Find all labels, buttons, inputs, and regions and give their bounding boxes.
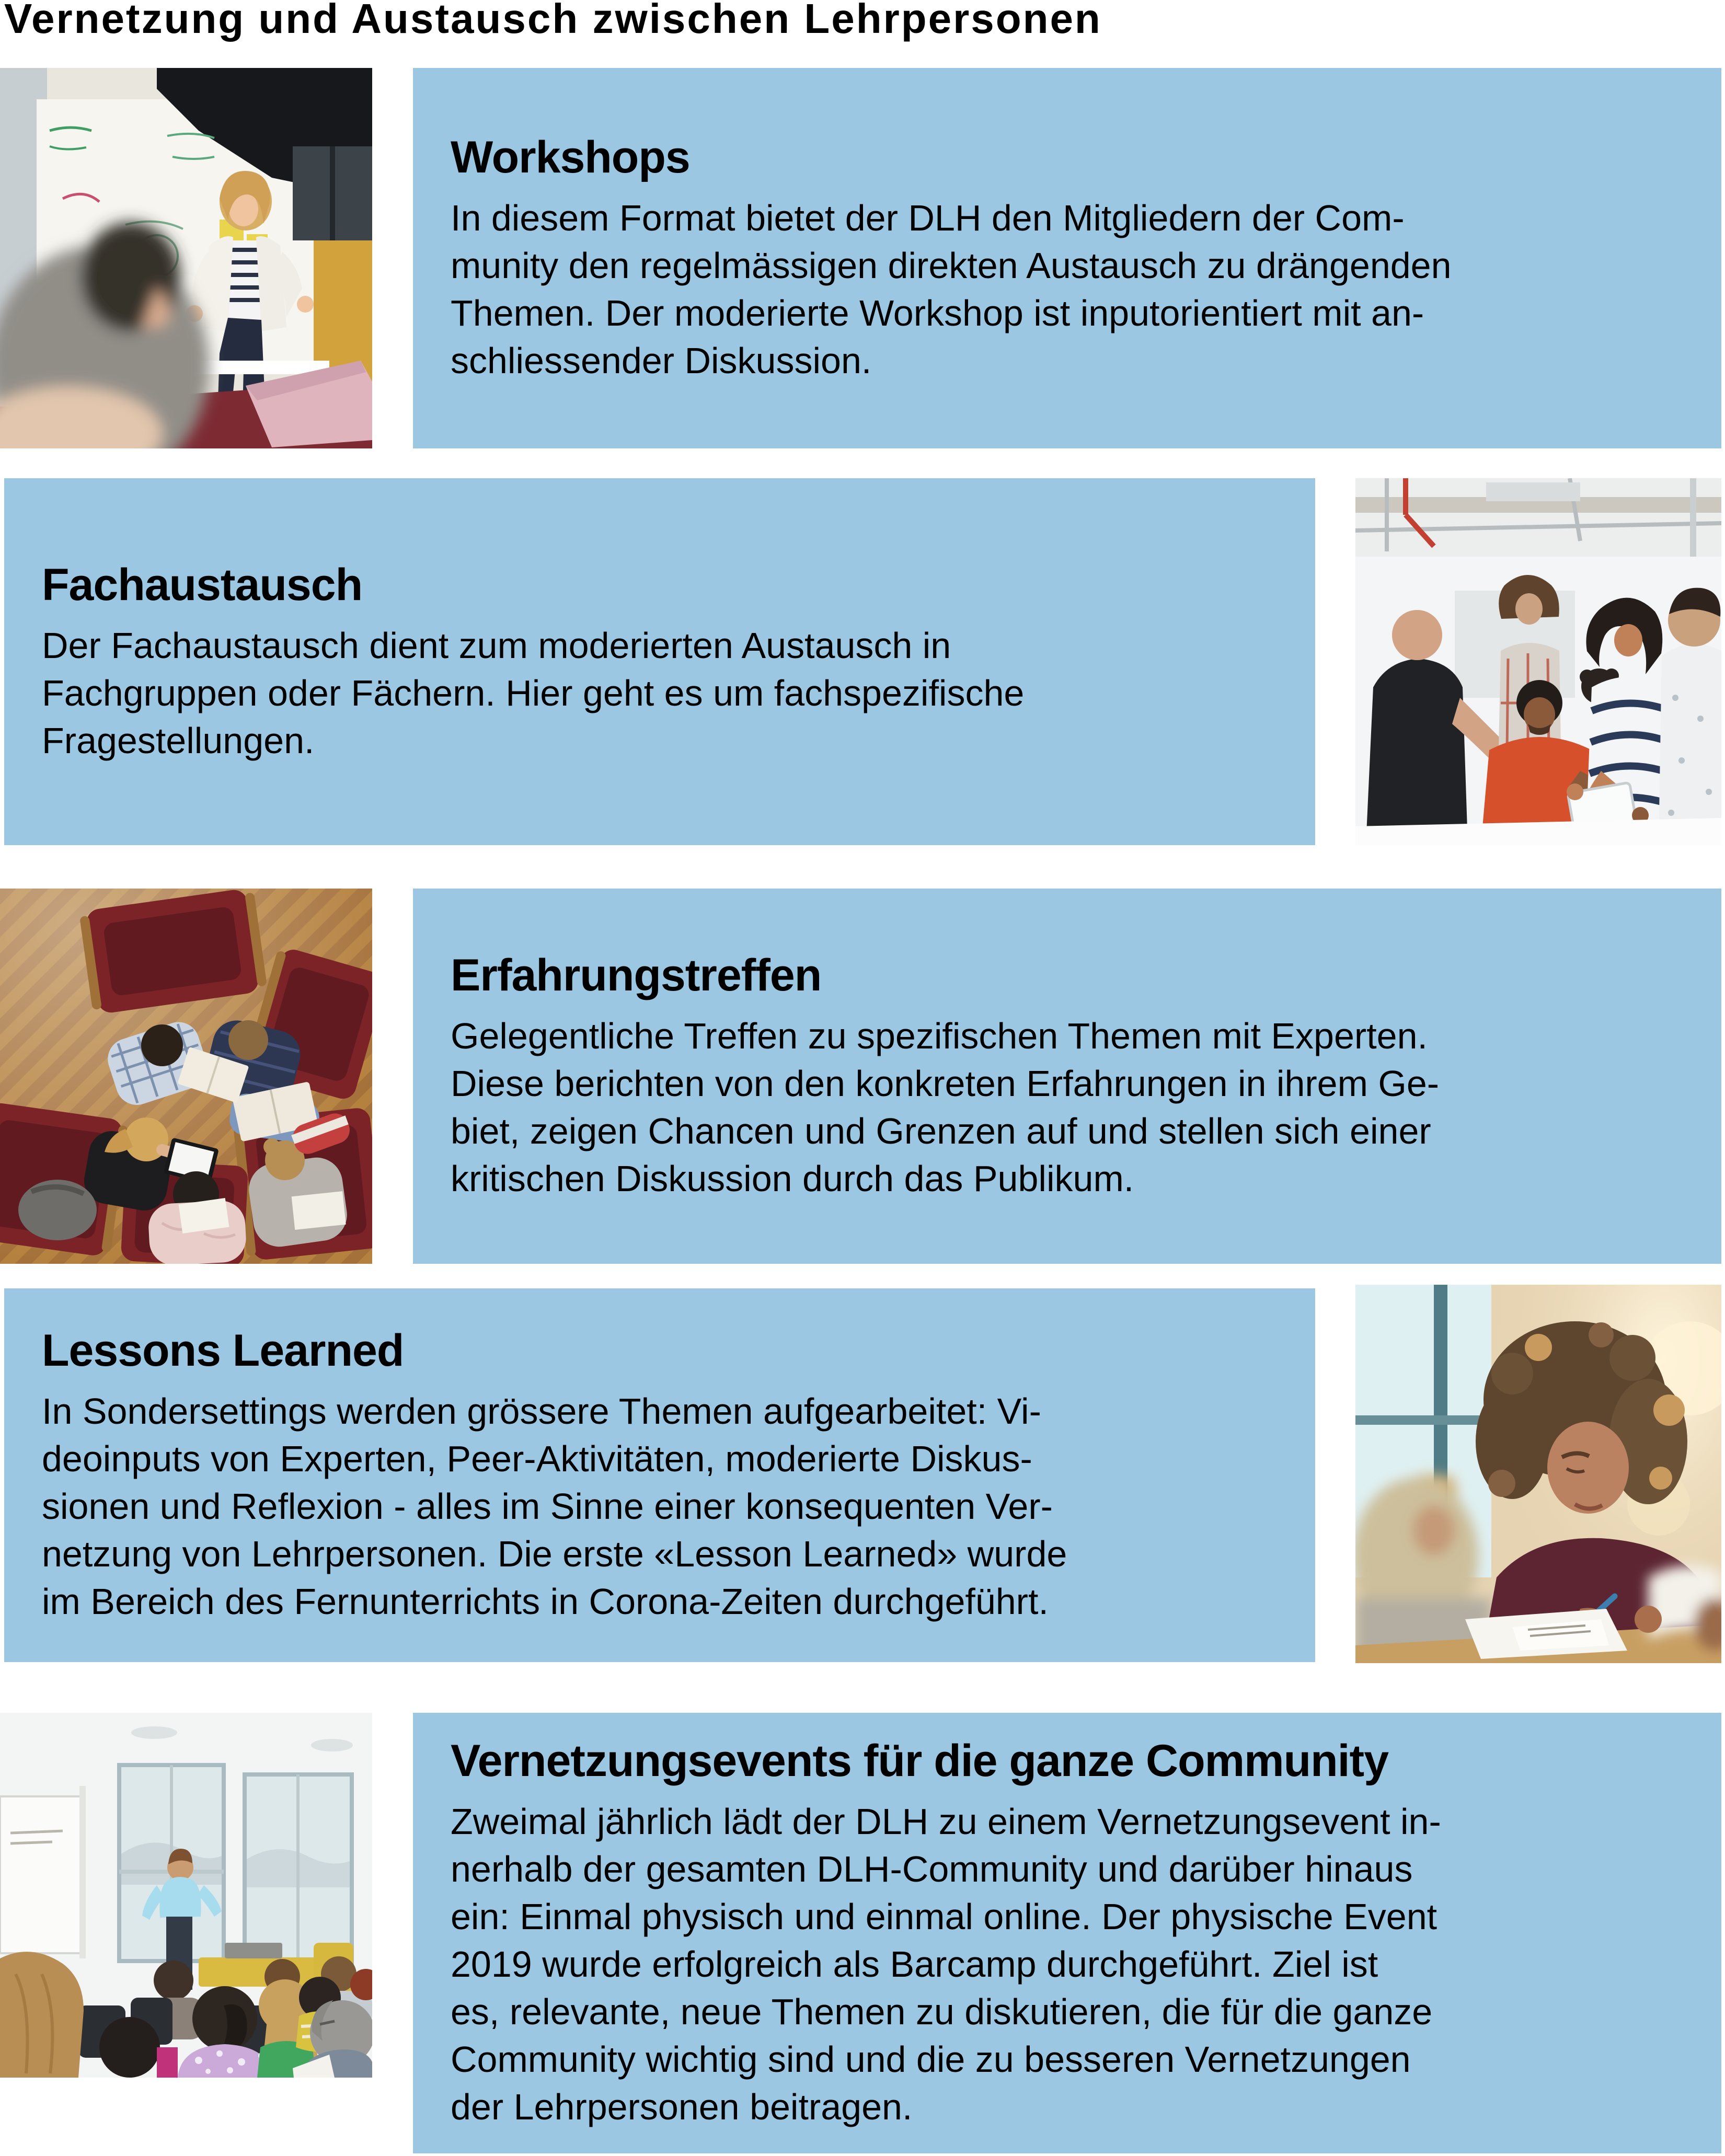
erfahrungstreffen-line-2: Diese berichten von den konkreten Erfahrungen in ihrem Ge-: [451, 1063, 1440, 1104]
vernetzungsevents-line-1: Zweimal jährlich lädt der DLH zu einem Vernetzungsevent in-: [451, 1801, 1441, 1842]
workshops-line-3: Themen. Der moderierte Workshop ist inputorientiert mit an-: [451, 293, 1424, 333]
vernetzungsevents-line-4: 2019 wurde erfolgreich als Barcamp durchgeführt. Ziel ist: [451, 1944, 1378, 1985]
workshop-presentation-illustration: [0, 68, 372, 448]
vernetzungsevents-line-3: ein: Einmal physisch und einmal online. Der physische Event: [451, 1896, 1438, 1937]
page-title: Vernetzung und Austausch zwischen Lehrpersonen: [4, 0, 1102, 42]
lessons-learned-line-5: im Bereich des Fernunterrichts in Corona-Zeiten durchgeführt.: [42, 1581, 1049, 1622]
workshop-presentation-photo: [0, 68, 372, 448]
circle-discussion-illustration: [0, 889, 372, 1264]
erfahrungstreffen-line-3: biet, zeigen Chancen und Grenzen auf und stellen sich einer: [451, 1111, 1431, 1151]
erfahrungstreffen-section: [413, 889, 1721, 1264]
workshops-line-4: schliessender Diskussion.: [451, 340, 872, 381]
vernetzungsevents-line-7: der Lehrpersonen beitragen.: [451, 2086, 913, 2127]
vernetzungsevents-line-6: Community wichtig sind und die zu besseren Vernetzungen: [451, 2039, 1411, 2080]
vernetzungsevents-title: Vernetzungsevents für die ganze Community: [451, 1736, 1389, 1786]
lessons-learned-line-2: deoinputs von Experten, Peer-Aktivitäten, moderierte Diskus-: [42, 1438, 1032, 1479]
team-tablet-illustration: [1355, 478, 1721, 845]
team-tablet-photo: [1355, 478, 1721, 845]
audience-event-illustration: [0, 1713, 372, 2078]
erfahrungstreffen-title: Erfahrungstreffen: [451, 950, 822, 1000]
vernetzungsevents-line-5: es, relevante, neue Themen zu diskutieren, die für die ganze: [451, 1991, 1433, 2032]
erfahrungstreffen-line-4: kritischen Diskussion durch das Publikum.: [451, 1158, 1134, 1199]
studying-woman-illustration: [1355, 1285, 1721, 1663]
fachaustausch-line-2: Fachgruppen oder Fächern. Hier geht es um fachspezifische: [42, 672, 1025, 713]
fachaustausch-title: Fachaustausch: [42, 559, 363, 610]
lessons-learned-line-4: netzung von Lehrpersonen. Die erste «Lesson Learned» wurde: [42, 1534, 1067, 1574]
lessons-learned-title: Lessons Learned: [42, 1325, 404, 1376]
fachaustausch-line-1: Der Fachaustausch dient zum moderierten Austausch in: [42, 625, 951, 666]
lessons-learned-line-1: In Sondersettings werden grössere Themen aufgearbeitet: Vi-: [42, 1391, 1041, 1432]
vernetzungsevents-line-2: nerhalb der gesamten DLH-Community und darüber hinaus: [451, 1849, 1413, 1889]
workshops-title: Workshops: [451, 132, 690, 182]
workshops-line-2: munity den regelmässigen direkten Austausch zu drängenden: [451, 245, 1452, 286]
fachaustausch-section: [4, 478, 1315, 845]
vernetzungsevents-section: [413, 1713, 1721, 2153]
audience-event-photo: [0, 1713, 372, 2078]
workshops-line-1: In diesem Format bietet der DLH den Mitgliedern der Com-: [451, 198, 1405, 238]
workshops-section: [413, 68, 1721, 448]
lessons-learned-section: [4, 1288, 1315, 1662]
studying-woman-photo: [1355, 1285, 1721, 1663]
fachaustausch-line-3: Fragestellungen.: [42, 720, 315, 761]
lessons-learned-line-3: sionen und Reflexion - alles im Sinne einer konsequenten Ver-: [42, 1486, 1053, 1527]
erfahrungstreffen-line-1: Gelegentliche Treffen zu spezifischen Themen mit Experten.: [451, 1016, 1428, 1056]
circle-discussion-photo: [0, 889, 372, 1264]
